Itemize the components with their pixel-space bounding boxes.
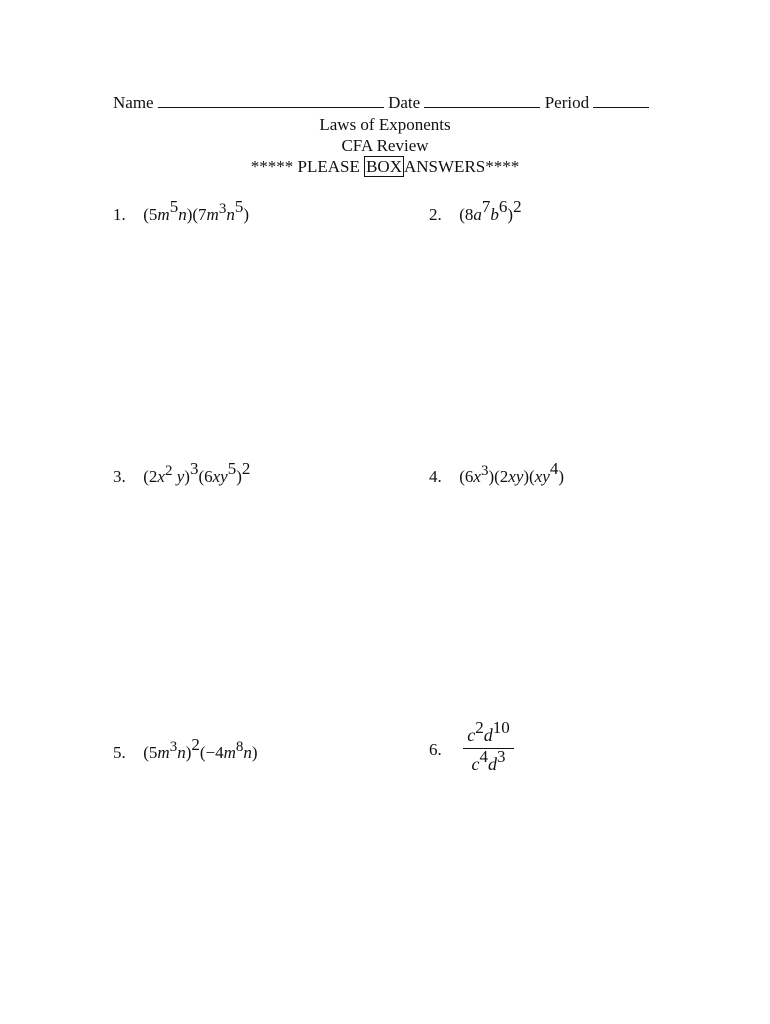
problem-3 <box>113 459 251 489</box>
title-line-2: CFA Review <box>341 136 429 155</box>
header-line <box>113 92 658 114</box>
problem-number: 4. <box>429 467 442 486</box>
problem-6 <box>429 718 514 775</box>
problem-expression: $(8a^7b^6)^2$ <box>459 197 522 224</box>
date-label: Date <box>388 93 421 112</box>
problem-expression: $(6x^3)(2xy)(xy^4)$ <box>459 459 564 486</box>
problem-1 <box>113 197 249 227</box>
name-blank <box>158 93 384 108</box>
problem-expression: $(5m^3n)^2(-4m^8n)$ <box>143 735 258 762</box>
instruction-prefix: ***** PLEASE <box>250 157 360 176</box>
period-label: Period <box>544 93 590 112</box>
name-label: Name <box>113 93 154 112</box>
problem-number: 3. <box>113 467 126 486</box>
problem-4 <box>429 459 564 489</box>
fraction-denominator: $c^4d^3$ <box>471 747 506 774</box>
period-blank <box>593 93 649 108</box>
problem-number: 6. <box>429 739 442 759</box>
problem-expression: $(5m^5n)(7m^3n^5)$ <box>143 197 249 224</box>
instruction-suffix: ANSWERS**** <box>404 157 520 176</box>
date-blank <box>424 93 540 108</box>
problem-5 <box>113 735 258 765</box>
problem-expression: ($2x^2$ $y)^3(6xy^5)^2$ <box>143 459 251 486</box>
fraction-numerator: $c^2d^{10}$ <box>463 724 514 749</box>
problem-expression <box>463 718 514 775</box>
title-line-1: Laws of Exponents <box>319 115 451 134</box>
title-block <box>0 114 770 177</box>
boxed-word: BOX <box>366 157 402 176</box>
problem-number: 2. <box>429 205 442 224</box>
problem-2 <box>429 197 522 227</box>
problem-number: 5. <box>113 743 126 762</box>
title-line-3 <box>0 156 770 177</box>
problem-number: 1. <box>113 205 126 224</box>
